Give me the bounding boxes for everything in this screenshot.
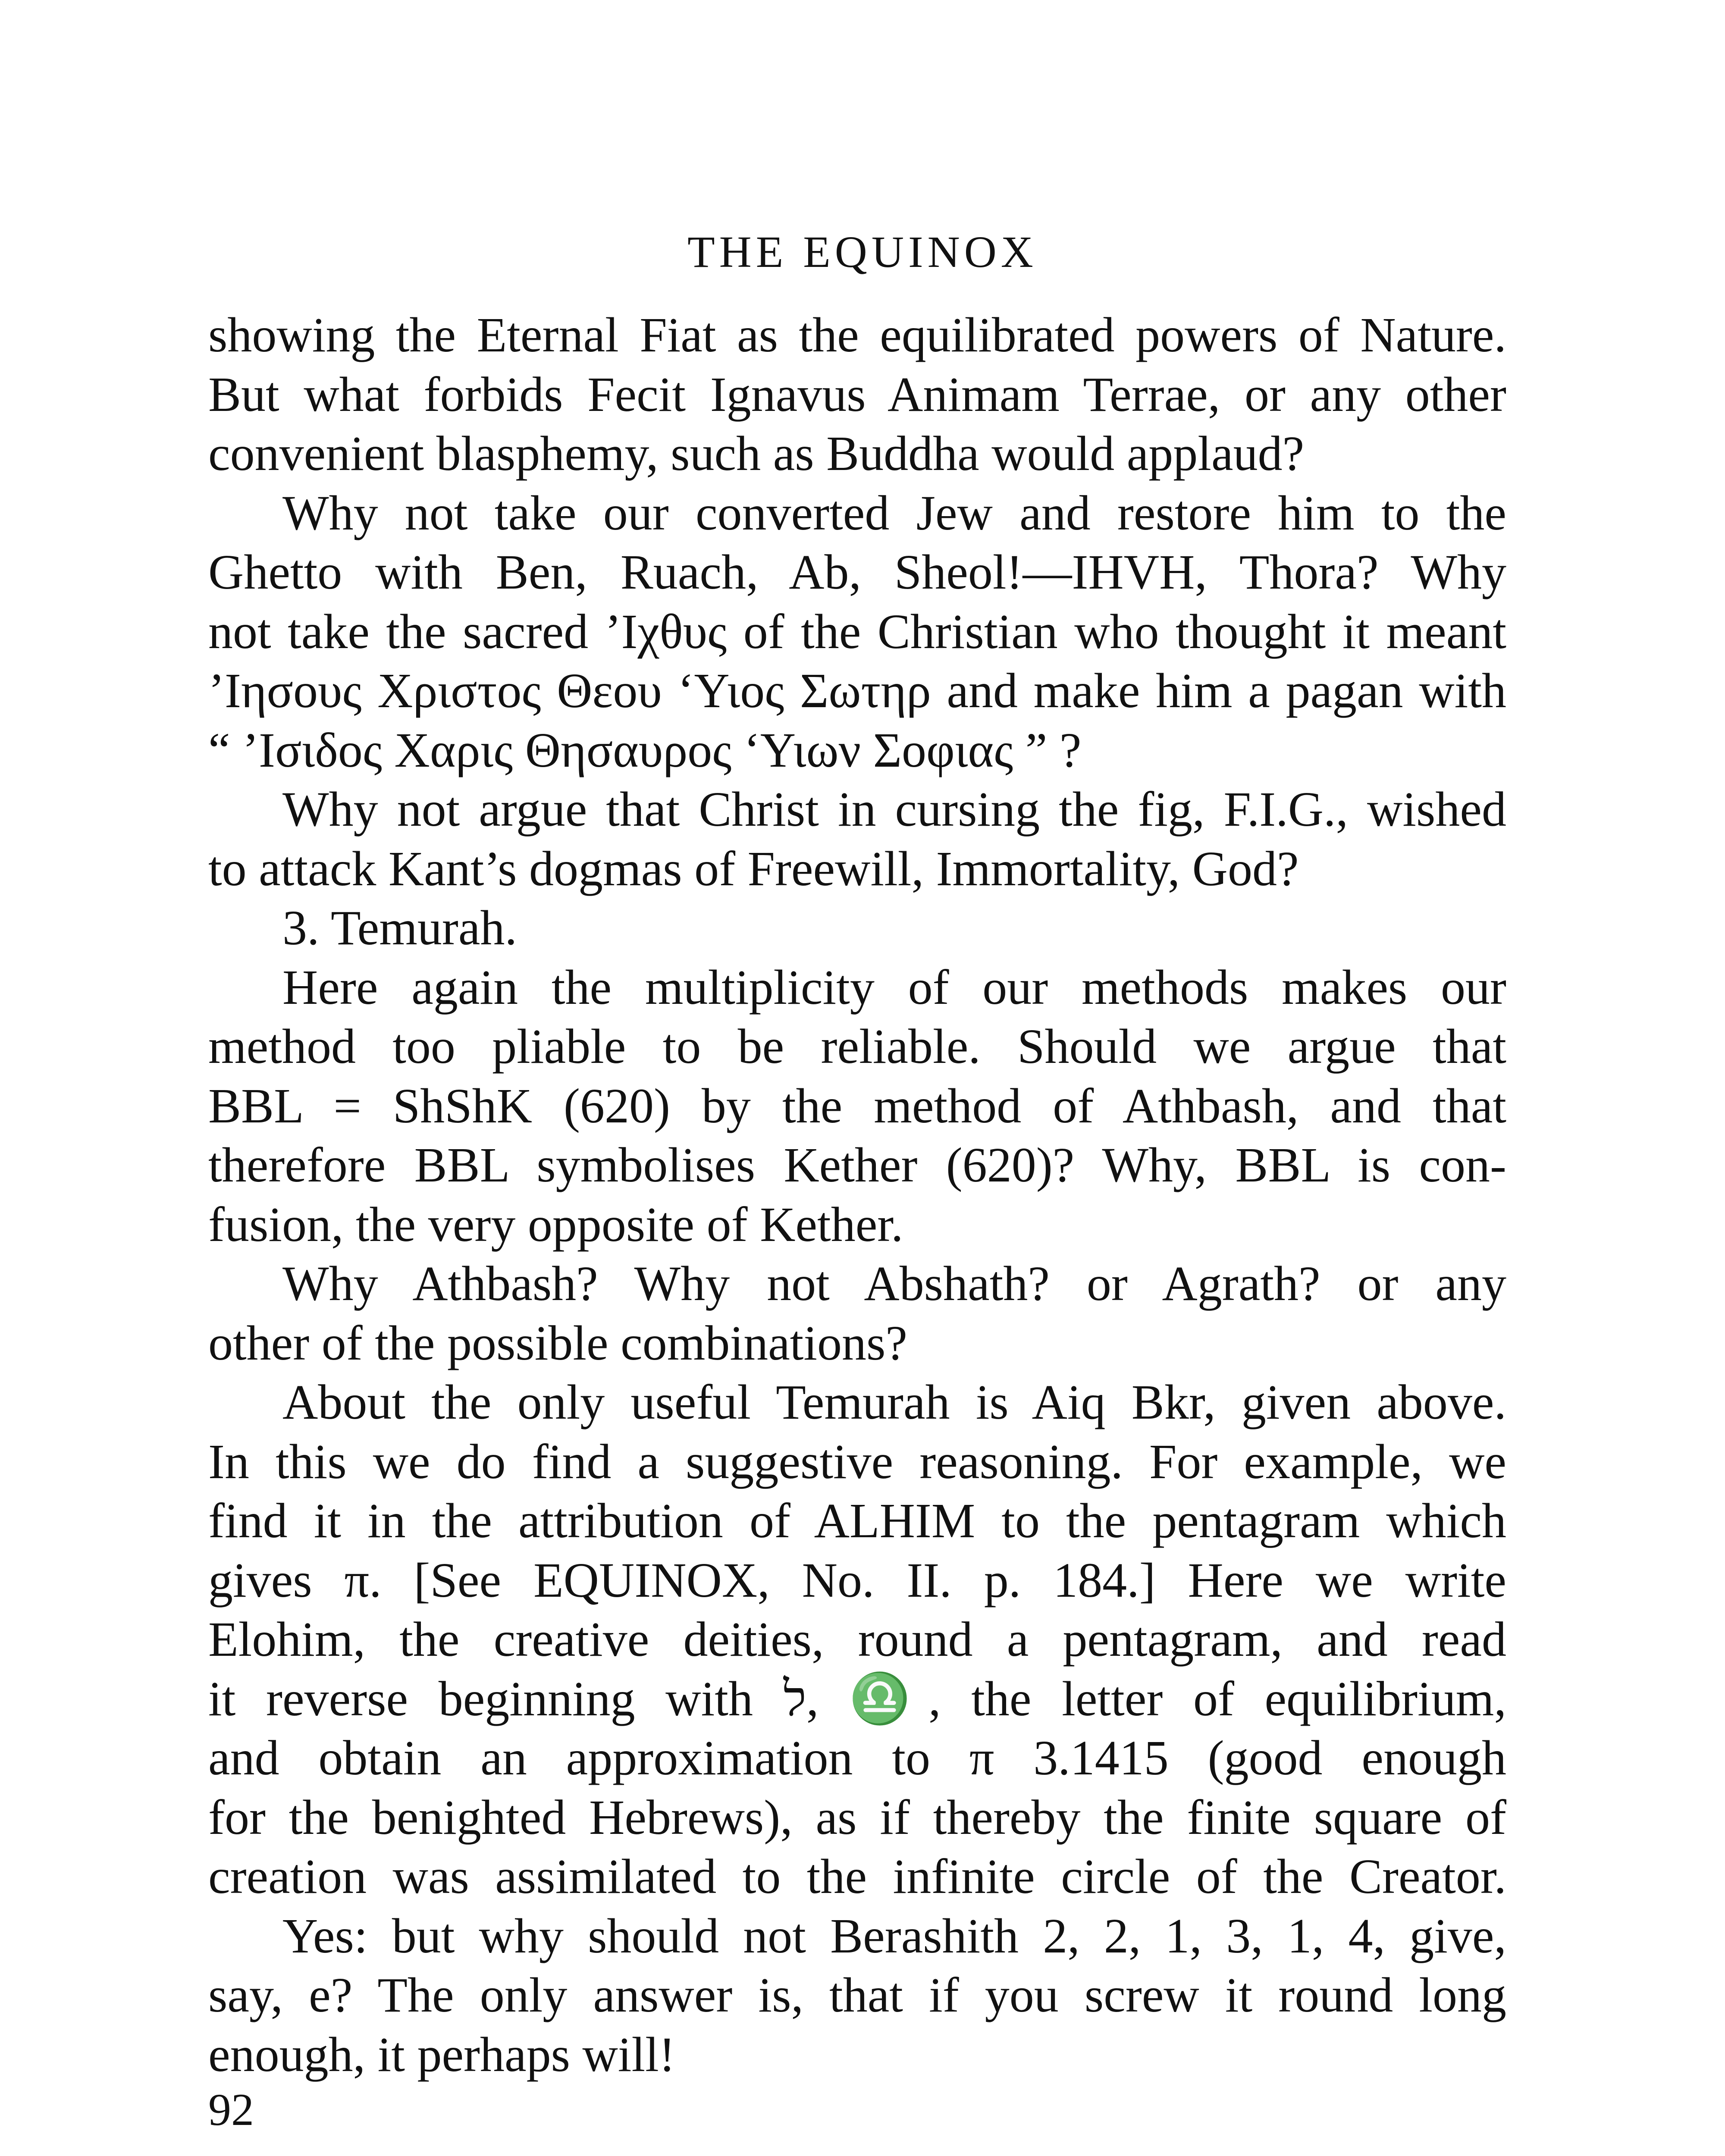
text-line: enough, it perhaps will! <box>208 2027 675 2082</box>
text-line: therefore BBL symbolises Kether (620)? Why, BBL is con- <box>208 1138 1506 1192</box>
text-line: convenient blasphemy, such as Buddha would applaud? <box>208 426 1305 481</box>
text-line: method too pliable to be reliable. Should we argue that <box>208 1019 1506 1074</box>
text-line: Ghetto with Ben, Ruach, Ab, Sheol!—IHVH, Thora? Why <box>208 545 1506 599</box>
running-head: THE EQUINOX <box>687 227 1038 277</box>
text-line: About the only useful Temurah is Aiq Bkr, given above. <box>282 1375 1506 1429</box>
text-line: In this we do find a suggestive reasoning. For example, we <box>208 1434 1506 1489</box>
text-line: ’Ιησους Χριστος Θεου ‘Υιος Σωτηρ and make him a pagan with <box>208 663 1506 718</box>
text-line: to attack Kant’s dogmas of Freewill, Immortality, God? <box>208 841 1299 896</box>
text-line: gives π. [See EQUINOX, No. II. p. 184.] Here we write <box>208 1552 1506 1608</box>
text-line: say, e? The only answer is, that if you screw it round long <box>208 1968 1506 2022</box>
text-line: for the benighted Hebrews), as if thereby the finite square of <box>208 1789 1506 1845</box>
text-line: other of the possible combinations? <box>208 1315 907 1370</box>
text-line: and obtain an approximation to π 3.1415 (good enough <box>208 1730 1506 1785</box>
text-line: Yes: but why should not Berashith 2, 2, 1, 3, 1, 4, give, <box>282 1908 1506 1963</box>
text-line: creation was assimilated to the infinite circle of the Creator. <box>208 1849 1506 1904</box>
text-line: Elohim, the creative deities, round a pentagram, and read <box>208 1612 1506 1667</box>
text-line: not take the sacred ’Ιχθυς of the Christian who thought it meant <box>208 604 1506 659</box>
text-line: Why not argue that Christ in cursing the fig, F.I.G., wished <box>282 782 1506 837</box>
text-line: “ ’Ισιδος Χαρις Θησαυρος ‘Υιων Σοφιας ” ? <box>208 722 1082 777</box>
page-number: 92 <box>208 2084 254 2135</box>
text-line: But what forbids Fecit Ignavus Animam Terrae, or any other <box>208 367 1506 422</box>
body-text <box>0 305 1725 2084</box>
text-line: showing the Eternal Fiat as the equilibrated powers of Nature. <box>208 307 1506 362</box>
text-line: find it in the attribution of ALHIM to the pentagram which <box>208 1493 1506 1548</box>
text-line: Why not take our converted Jew and restore him to the <box>282 485 1506 540</box>
text-line: Why Athbash? Why not Abshath? or Agrath? or any <box>282 1256 1506 1311</box>
text-line: BBL = ShShK (620) by the method of Athbash, and that <box>208 1078 1506 1133</box>
text-line: it reverse beginning with ל, ♎, the letter of equilibrium, <box>208 1671 1506 1726</box>
text-line: Here again the multiplicity of our methods makes our <box>282 959 1506 1015</box>
text-line: 3. Temurah. <box>282 900 517 955</box>
text-line: fusion, the very opposite of Kether. <box>208 1197 903 1252</box>
